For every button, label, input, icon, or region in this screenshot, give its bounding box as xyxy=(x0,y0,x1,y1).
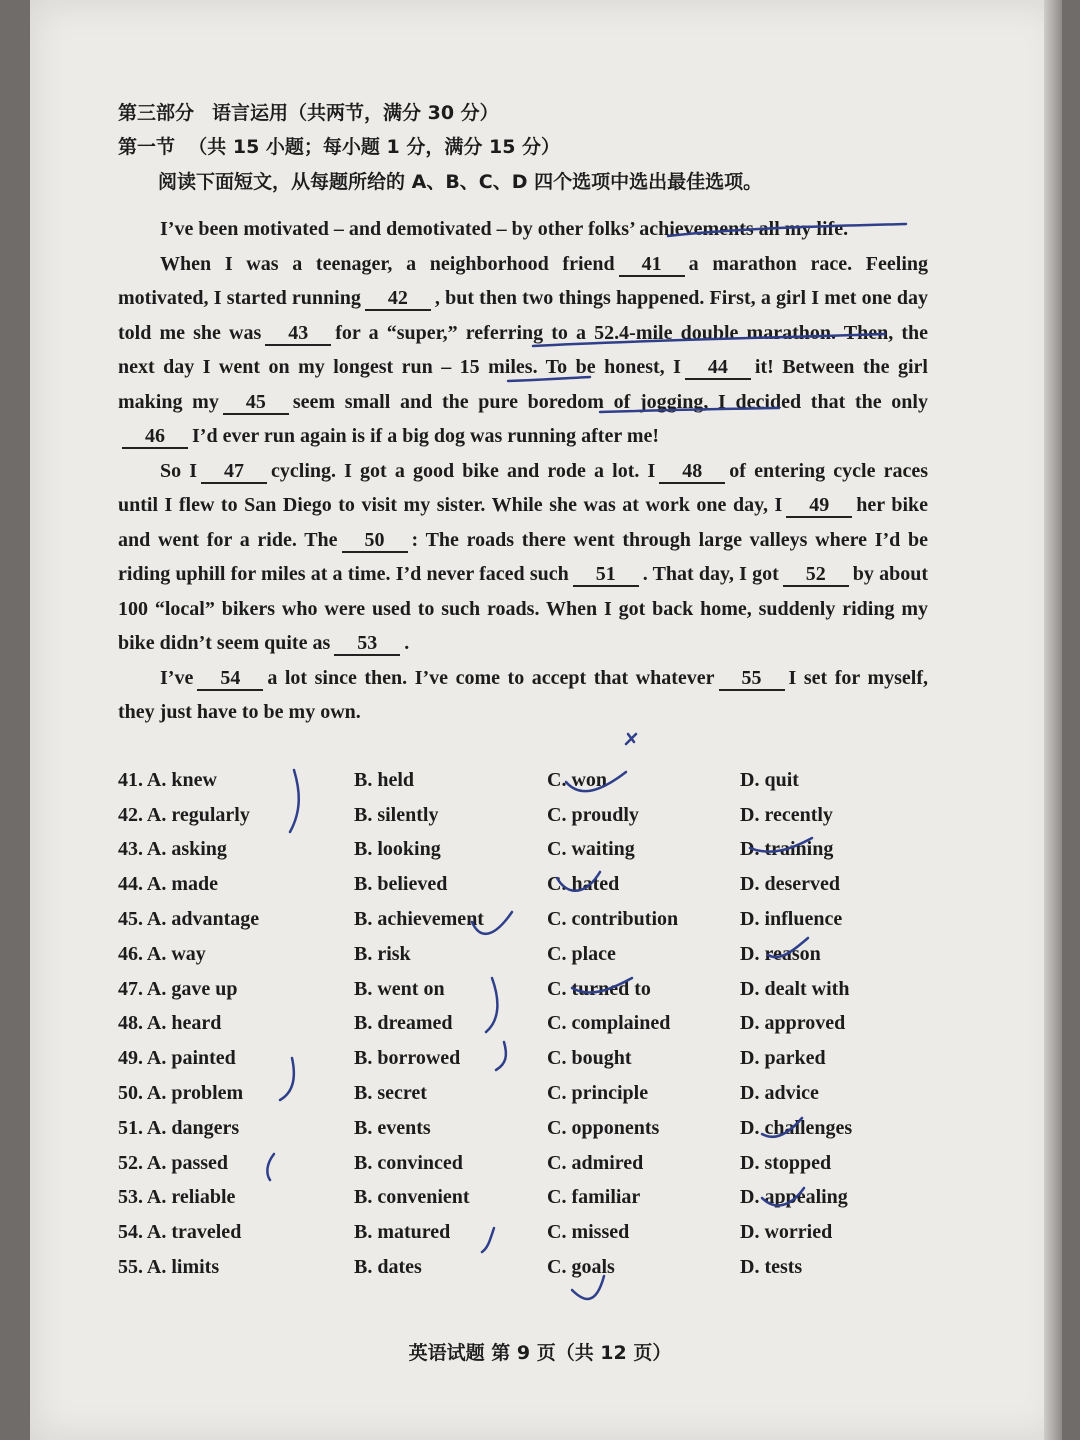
option-row xyxy=(118,1076,938,1111)
option-row xyxy=(118,763,938,798)
option-d: D. worried xyxy=(740,1221,833,1244)
option-b: B. achievement xyxy=(354,908,484,931)
option-d: D. reason xyxy=(740,942,821,965)
text-run: I’d ever run again is if a big dog was running after me! xyxy=(192,425,660,447)
text-run: by about 100 “local” bikers who were used to such roads. When I got back home, suddenly riding my bike didn’t seem quite as xyxy=(118,563,929,654)
blank-51: 51 xyxy=(573,563,639,587)
option-row xyxy=(118,1007,938,1042)
text-run: it! Between the girl making my xyxy=(118,356,928,413)
option-a: 42. A. regularly xyxy=(118,803,250,826)
option-a: 41. A. knew xyxy=(118,768,217,791)
option-b: B. convenient xyxy=(354,1186,470,1209)
paragraph-2 xyxy=(118,247,928,454)
option-c: C. principle xyxy=(547,1082,649,1105)
option-c: C. waiting xyxy=(547,838,635,861)
option-a: 46. A. way xyxy=(118,942,206,965)
option-a: 47. A. gave up xyxy=(118,977,238,1000)
option-row xyxy=(118,1250,938,1285)
option-b: B. silently xyxy=(354,803,439,826)
text-run: cycling. I got a good bike and rode a lot. I xyxy=(271,459,656,482)
option-row xyxy=(118,867,938,902)
option-d: D. approved xyxy=(740,1012,846,1035)
text-run: When I was a teenager, a neighborhood friend xyxy=(160,252,615,275)
option-a: 44. A. made xyxy=(118,873,218,896)
option-a: 53. A. reliable xyxy=(118,1186,236,1209)
option-b: B. matured xyxy=(354,1221,451,1244)
option-row xyxy=(118,937,938,972)
section-title: （共 15 小题；每小题 1 分，满分 15 分） xyxy=(188,136,561,158)
option-a: 50. A. problem xyxy=(118,1082,244,1105)
blank-54: 54 xyxy=(197,667,263,691)
option-c: C. proudly xyxy=(547,803,639,826)
text-run: I’ve xyxy=(160,666,194,689)
option-a: 45. A. advantage xyxy=(118,908,260,931)
option-d: D. stopped xyxy=(740,1151,832,1174)
blank-48: 48 xyxy=(659,460,725,484)
blank-41: 41 xyxy=(619,253,685,277)
option-b: B. secret xyxy=(354,1082,427,1105)
option-b: B. dates xyxy=(354,1256,422,1279)
option-c: C. goals xyxy=(547,1256,615,1279)
option-c: C. missed xyxy=(547,1221,630,1244)
option-d: D. appealing xyxy=(740,1186,848,1209)
text-run: seem small and the pure boredom of jogging, I decided that the only xyxy=(292,390,928,413)
option-row xyxy=(118,1111,938,1146)
part-title: 语言运用（共两节，满分 30 分） xyxy=(212,102,499,124)
text-run: . That day, I got xyxy=(642,563,779,585)
option-d: D. challenges xyxy=(740,1116,853,1139)
option-c: C. admired xyxy=(547,1151,644,1174)
text-run: of entering cycle races until I flew to San Diego to visit my sister. While she was at work one day, I xyxy=(118,459,929,516)
paragraph-3 xyxy=(118,454,928,661)
option-b: B. borrowed xyxy=(354,1047,461,1070)
option-d: D. advice xyxy=(740,1082,819,1105)
option-c: C. turned to xyxy=(547,977,651,1000)
exam-content xyxy=(118,96,928,730)
cloze-passage xyxy=(118,212,928,730)
option-a: 43. A. asking xyxy=(118,838,227,861)
option-b: B. looking xyxy=(354,838,441,861)
option-row xyxy=(118,833,938,868)
text-run: for a “super,” referring to a 52.4-mile double marathon. Then, the next day I went on my longest run – 15 miles. To be honest, I xyxy=(118,321,928,378)
text-run: I set for myself, they just have to be my own. xyxy=(118,666,928,723)
option-c: C. contribution xyxy=(547,908,679,931)
option-c: C. hated xyxy=(547,873,620,896)
option-b: B. dreamed xyxy=(354,1012,453,1035)
option-row xyxy=(118,1181,938,1216)
option-a: 49. A. painted xyxy=(118,1047,236,1070)
blank-46: 46 xyxy=(122,425,188,449)
option-d: D. quit xyxy=(740,768,799,791)
option-d: D. influence xyxy=(740,908,843,931)
blank-50: 50 xyxy=(342,529,408,553)
option-c: C. bought xyxy=(547,1047,632,1070)
option-b: B. risk xyxy=(354,942,411,965)
option-b: B. held xyxy=(354,768,415,791)
option-row xyxy=(118,1215,938,1250)
text-run: a marathon race. Feeling motivated, I started running xyxy=(118,252,929,309)
blank-42: 42 xyxy=(365,287,431,311)
blank-47: 47 xyxy=(201,460,267,484)
blank-52: 52 xyxy=(783,563,849,587)
option-d: D. training xyxy=(740,838,834,861)
text-run: a lot since then. I’ve come to accept that whatever xyxy=(267,666,715,689)
blank-45: 45 xyxy=(223,391,289,415)
option-c: C. familiar xyxy=(547,1186,641,1209)
options-list xyxy=(118,763,938,1285)
option-c: C. won xyxy=(547,768,608,791)
section-label: 第一节 xyxy=(118,136,176,158)
section-heading xyxy=(118,130,928,164)
option-c: C. opponents xyxy=(547,1116,660,1139)
part-heading xyxy=(118,96,928,130)
text-run: her bike and went for a ride. The xyxy=(118,494,928,551)
instruction: 阅读下面短文，从每题所给的 A、B、C、D 四个选项中选出最佳选项。 xyxy=(158,171,763,193)
text-run: . xyxy=(404,632,410,654)
part-label: 第三部分 xyxy=(118,102,195,124)
option-row xyxy=(118,798,938,833)
option-d: D. parked xyxy=(740,1047,826,1070)
paper-edge xyxy=(1044,0,1062,1440)
option-row xyxy=(118,902,938,937)
blank-43: 43 xyxy=(265,322,331,346)
blank-49: 49 xyxy=(786,494,852,518)
option-row xyxy=(118,972,938,1007)
option-d: D. recently xyxy=(740,803,833,826)
text-run: So I xyxy=(160,459,198,482)
option-a: 51. A. dangers xyxy=(118,1116,240,1139)
option-a: 55. A. limits xyxy=(118,1256,220,1279)
blank-55: 55 xyxy=(719,667,785,691)
option-row xyxy=(118,1041,938,1076)
option-b: B. convinced xyxy=(354,1151,463,1174)
blank-53: 53 xyxy=(334,632,400,656)
option-b: B. events xyxy=(354,1116,431,1139)
text-run: , but then two things happened. First, a girl I met one day told me she was xyxy=(118,287,928,344)
option-d: D. tests xyxy=(740,1256,803,1279)
option-a: 52. A. passed xyxy=(118,1151,229,1174)
option-c: C. complained xyxy=(547,1012,671,1035)
option-b: B. went on xyxy=(354,977,445,1000)
text-run: : The roads there went through large valleys where I’d be riding uphill for miles at a time. I’d never faced such xyxy=(118,528,929,585)
option-d: D. deserved xyxy=(740,873,840,896)
option-a: 48. A. heard xyxy=(118,1012,222,1035)
blank-44: 44 xyxy=(685,356,751,380)
paragraph-4 xyxy=(118,661,928,730)
paragraph-1: I’ve been motivated – and demotivated – by other folks’ achievements all my life. xyxy=(160,218,849,240)
option-d: D. dealt with xyxy=(740,977,850,1000)
option-b: B. believed xyxy=(354,873,448,896)
option-c: C. place xyxy=(547,942,616,965)
option-a: 54. A. traveled xyxy=(118,1221,242,1244)
page-footer: 英语试题 第 9 页（共 12 页） xyxy=(408,1342,672,1364)
option-row xyxy=(118,1146,938,1181)
